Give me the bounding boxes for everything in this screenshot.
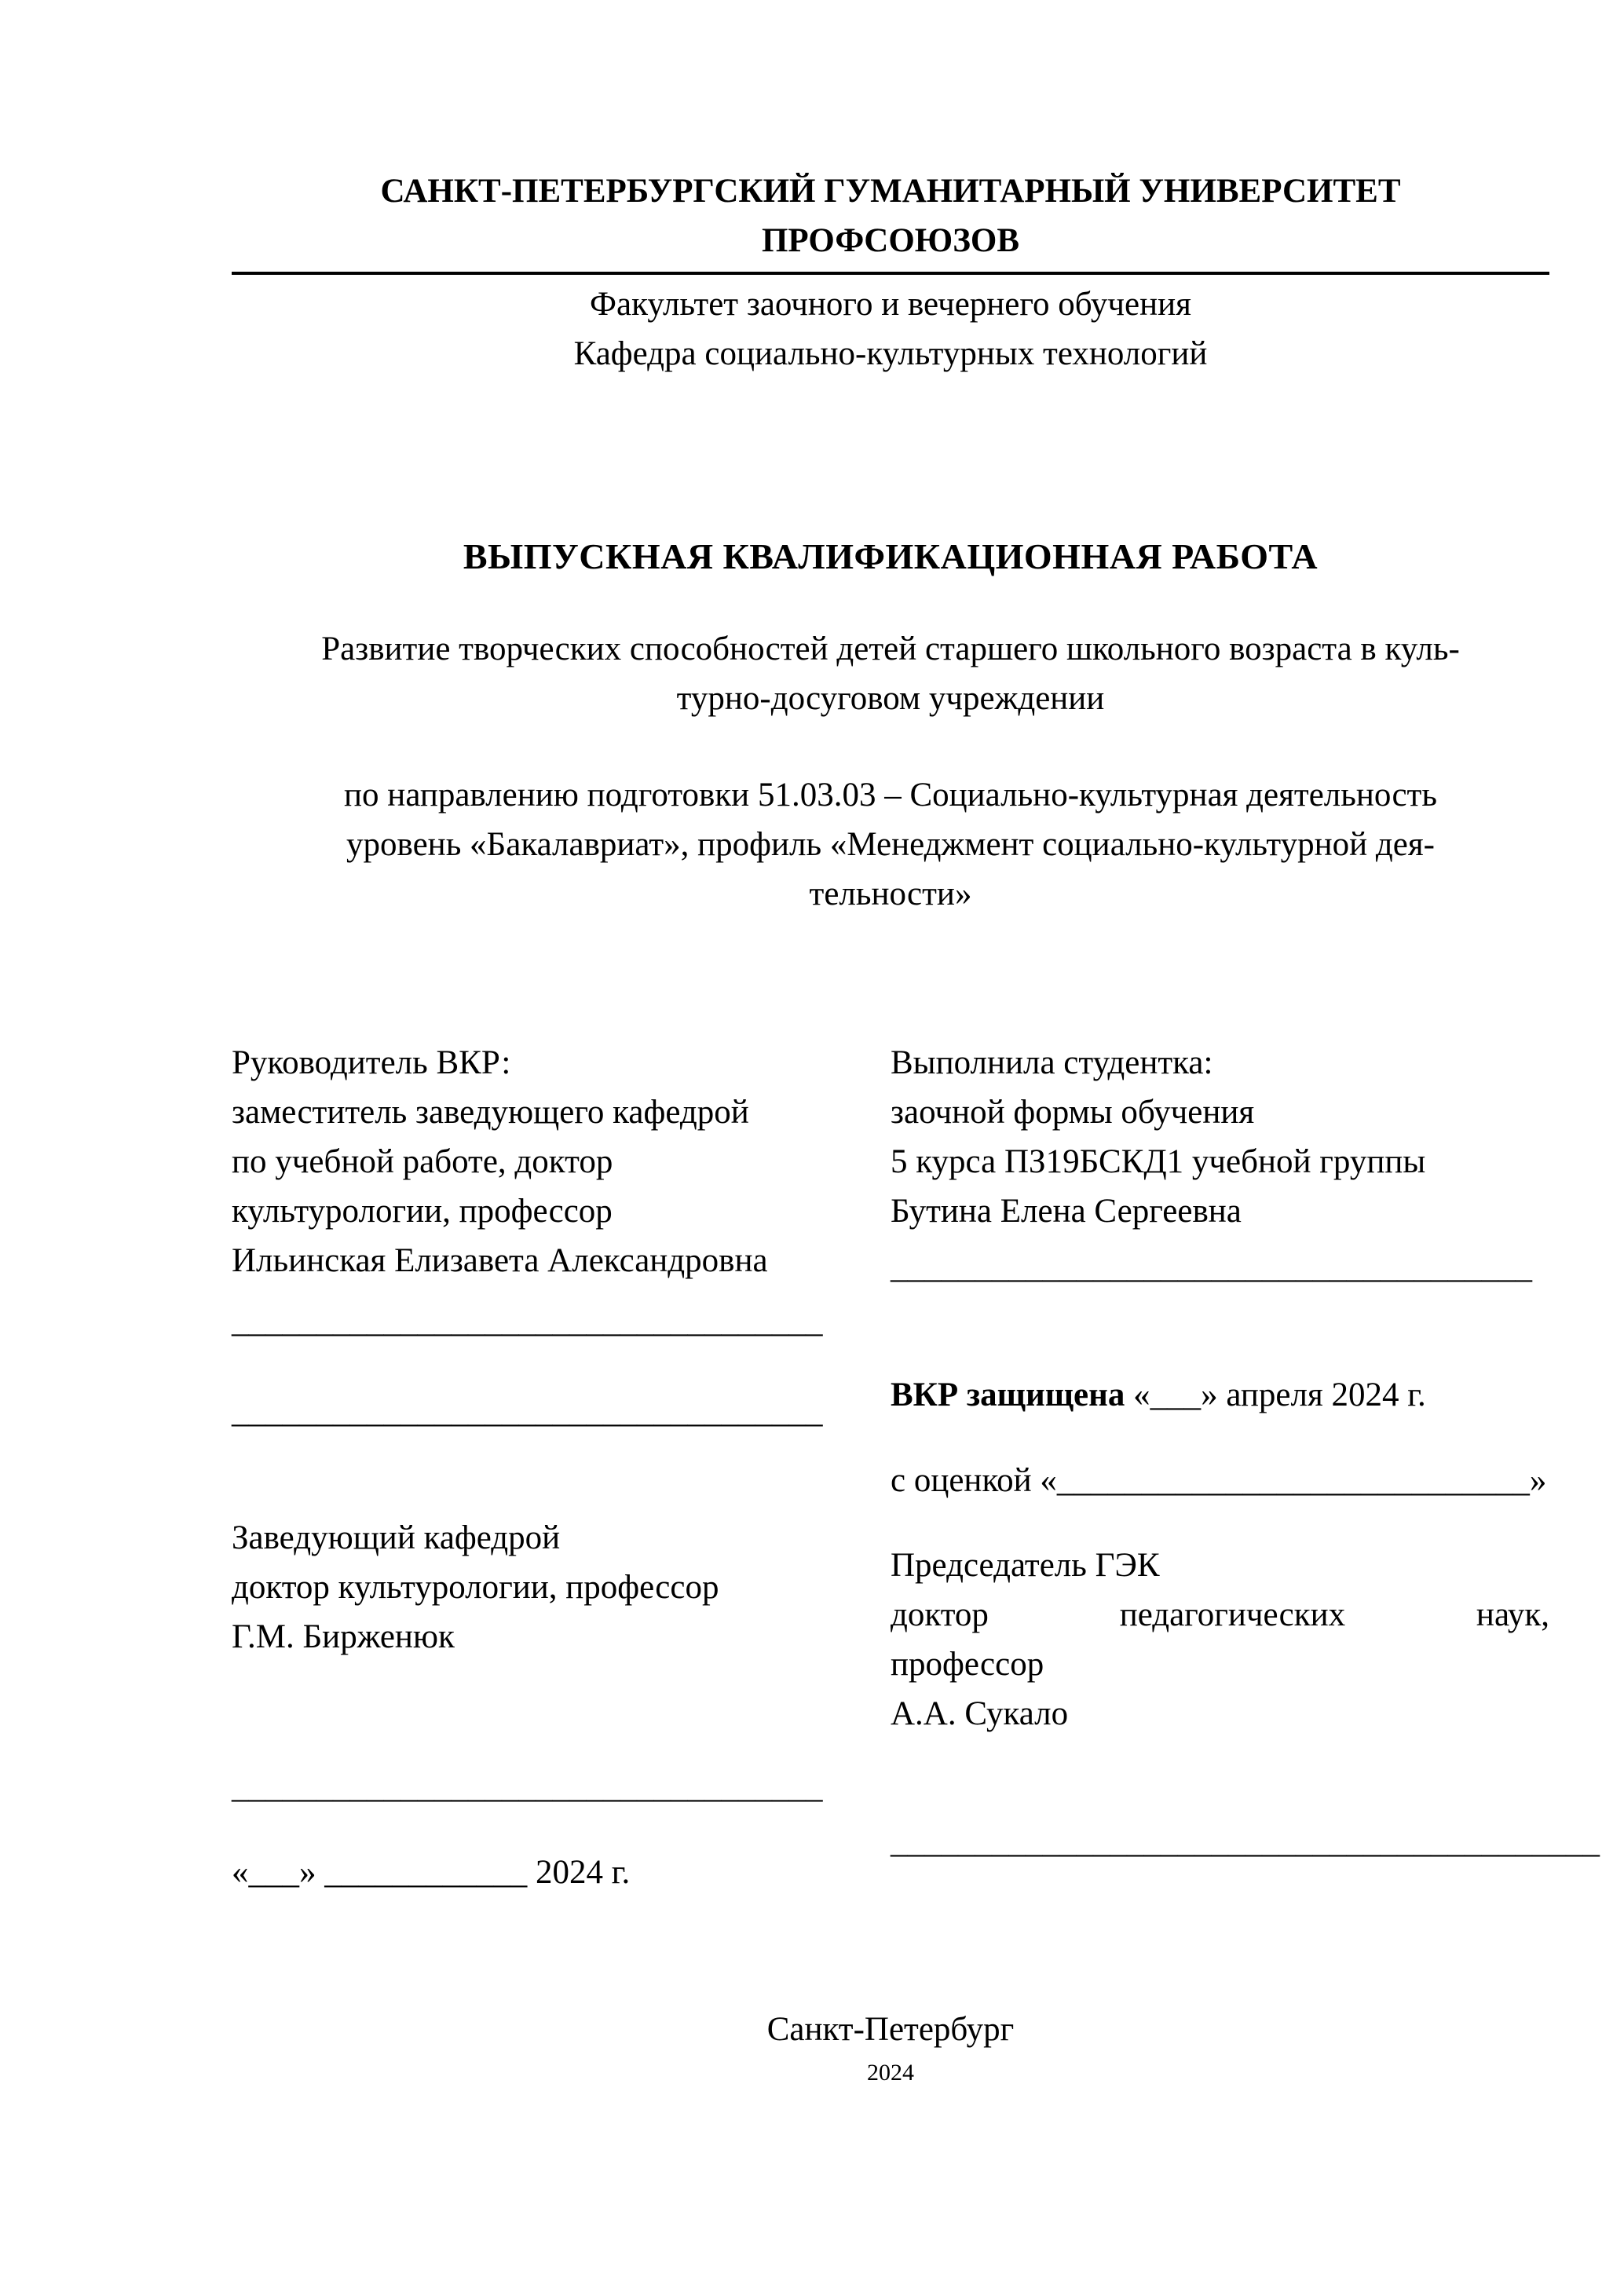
committee-chair-block xyxy=(891,1541,1549,1738)
supervisor-name: Ильинская Елизавета Александровна xyxy=(232,1242,768,1279)
student-name: Бутина Елена Сергеевна xyxy=(891,1193,1242,1230)
supervisor-label: Руководитель ВКР: xyxy=(232,1044,511,1081)
department-head-position-line: доктор культурологии, профессор xyxy=(232,1569,719,1606)
defense-date-line xyxy=(891,1370,1549,1420)
student-label: Выполнила студентка: xyxy=(891,1044,1213,1081)
faculty-line: Факультет заочного и вечернего обучения xyxy=(590,286,1191,323)
program-line-3: тельности» xyxy=(809,876,972,912)
program-line-2: уровень «Бакалавриат», профиль «Менеджмент социально-культурной дея- xyxy=(346,826,1435,863)
student-info-line-2: 5 курса ПЗ19БСКД1 учебной группы xyxy=(891,1143,1426,1180)
thesis-title xyxy=(232,624,1549,723)
university-name-line-1: САНКТ-ПЕТЕРБУРГСКИЙ ГУМАНИТАРНЫЙ УНИВЕРСИТЕТ xyxy=(380,173,1401,210)
supervisor-position-line-1: заместитель заведующего кафедрой xyxy=(232,1094,749,1131)
department-head-date-line: «___» ____________ 2024 г. xyxy=(232,1854,631,1891)
defense-defended-rest: «___» апреля 2024 г. xyxy=(1133,1377,1426,1413)
university-name-line-2: ПРОФСОЮЗОВ xyxy=(761,222,1020,259)
committee-chair-name: А.А. Сукало xyxy=(891,1695,1069,1732)
student-signature-line: ______________________________________ xyxy=(891,1249,1532,1285)
department-head-title-line: Заведующий кафедрой xyxy=(232,1519,561,1556)
footer xyxy=(232,2005,1549,2090)
header-divider xyxy=(232,272,1549,275)
thesis-title-line-1: Развитие творческих способностей детей старшего школьного возраста в куль- xyxy=(321,631,1460,667)
work-type-heading: ВЫПУСКНАЯ КВАЛИФИКАЦИОННАЯ РАБОТА xyxy=(463,536,1319,576)
committee-rank-line: профессор xyxy=(891,1646,1044,1683)
department-head-block xyxy=(232,1513,891,1662)
left-column xyxy=(232,1038,891,1897)
defense-defended-label: ВКР защищена xyxy=(891,1377,1125,1413)
footer-year: 2024 xyxy=(867,2060,914,2086)
supervisor-signature-line-1: ___________________________________ xyxy=(232,1303,823,1340)
committee-chair-label: Председатель ГЭК xyxy=(891,1547,1160,1584)
committee-degree-line: доктор педагогических наук, xyxy=(891,1596,1549,1633)
grade-line: с оценкой «____________________________» xyxy=(891,1462,1547,1499)
footer-city: Санкт-Петербург xyxy=(766,2011,1015,2048)
supervisor-position-line-3: культурологии, профессор xyxy=(232,1193,613,1230)
supervisor-signature-line-2: ___________________________________ xyxy=(232,1393,823,1430)
thesis-title-line-2: турно-досуговом учреждении xyxy=(676,680,1105,717)
program-line-1: по направлению подготовки 51.03.03 – Социально-культурная деятельность xyxy=(344,777,1437,813)
right-column xyxy=(891,1038,1600,1897)
department-head-signature-line: ___________________________________ xyxy=(232,1768,823,1805)
committee-signature-line: __________________________________________ xyxy=(891,1823,1600,1860)
signature-columns xyxy=(232,1038,1600,1897)
student-info-line-1: заочной формы обучения xyxy=(891,1094,1255,1131)
department-head-name: Г.М. Бирженюк xyxy=(232,1618,455,1655)
supervisor-position-line-2: по учебной работе, доктор xyxy=(232,1143,613,1180)
department-line: Кафедра социально-культурных технологий xyxy=(573,335,1208,372)
program-info xyxy=(232,770,1549,919)
